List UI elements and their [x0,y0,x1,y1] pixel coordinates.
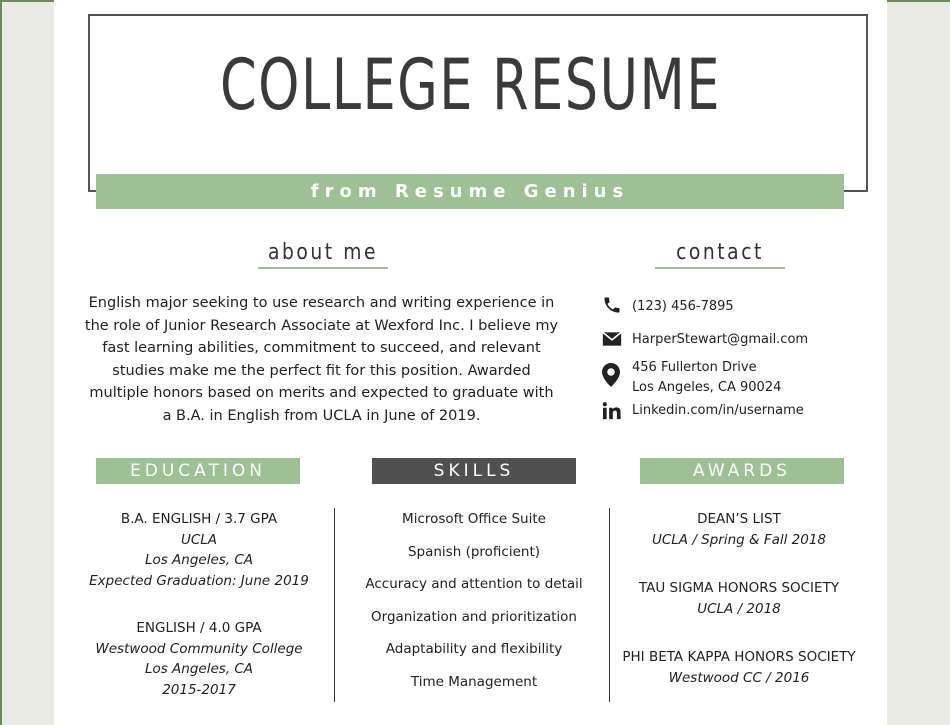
skills-list [354,509,594,704]
award-title: PHI BETA KAPPA HONORS SOCIETY [622,649,856,665]
education-heading: EDUCATION [96,458,300,484]
skills-heading: SKILLS [372,458,576,484]
education-entry-2 [84,618,314,700]
phone-text: (123) 456-7895 [632,299,734,314]
location-pin-icon [602,358,632,392]
envelope-icon [602,328,632,350]
column-divider-right [609,508,610,702]
award-entry-1 [619,509,859,550]
about-heading: about me [267,240,379,265]
linkedin-icon [602,400,632,422]
linkedin-text: Linkedin.com/in/username [632,403,804,418]
award-detail: UCLA / 2018 [697,600,781,617]
about-underline [258,267,388,269]
education-entry-1 [84,509,314,591]
contact-underline [655,267,785,269]
email-text: HarperStewart@gmail.com [632,332,809,347]
education-degree: ENGLISH / 4.0 GPA [136,620,262,636]
about-text: English major seeking to use research and writing experience in the role of Junior Research Associate at Wexford Inc. I believe my fast learning abilities, commitment to succeed, and relevant studies make me the perfect fit for this position. Awarded multiple honors based on merits and expected to graduate with a B.A. in English from UCLA in June of 2019. [84,295,559,424]
skill-item: Microsoft Office Suite [402,511,546,527]
education-location: Los Angeles, CA [144,552,254,568]
contact-email [602,328,808,350]
skill-item: Accuracy and attention to detail [365,576,583,592]
education-school: Westwood Community College [95,640,303,657]
skill-item: Organization and prioritization [371,608,577,625]
column-divider-left [334,508,335,702]
education-school: UCLA [180,531,218,548]
education-degree: B.A. ENGLISH / 3.7 GPA [120,511,278,527]
award-entry-3 [619,647,859,688]
award-detail: Westwood CC / 2016 [668,669,810,686]
phone-icon [602,294,632,316]
education-location: Los Angeles, CA [144,661,254,677]
award-entry-2 [619,578,859,619]
award-title: TAU SIGMA HONORS SOCIETY [638,580,840,596]
contact-address [602,358,781,398]
skill-item: Spanish (proficient) [407,543,541,560]
award-detail: UCLA / Spring & Fall 2018 [651,531,827,548]
skill-item: Adaptability and flexibility [385,641,563,657]
address-text [632,358,781,398]
page-title: COLLEGE RESUME [219,44,722,126]
skill-item: Time Management [410,673,538,690]
contact-phone [602,294,734,317]
subtitle-banner: from Resume Genius [96,174,844,209]
address-line-2: Los Angeles, CA 90024 [632,380,782,395]
award-title: DEAN’S LIST [697,511,781,527]
education-date: 2015-2017 [162,681,236,698]
resume-page [54,0,887,725]
contact-linkedin [602,400,804,422]
education-date: Expected Graduation: June 2019 [89,572,309,589]
contact-heading: contact [676,240,764,265]
frame-border-left [0,0,2,725]
awards-heading: AWARDS [640,458,844,484]
address-line-1: 456 Fullerton Drive [632,360,757,375]
